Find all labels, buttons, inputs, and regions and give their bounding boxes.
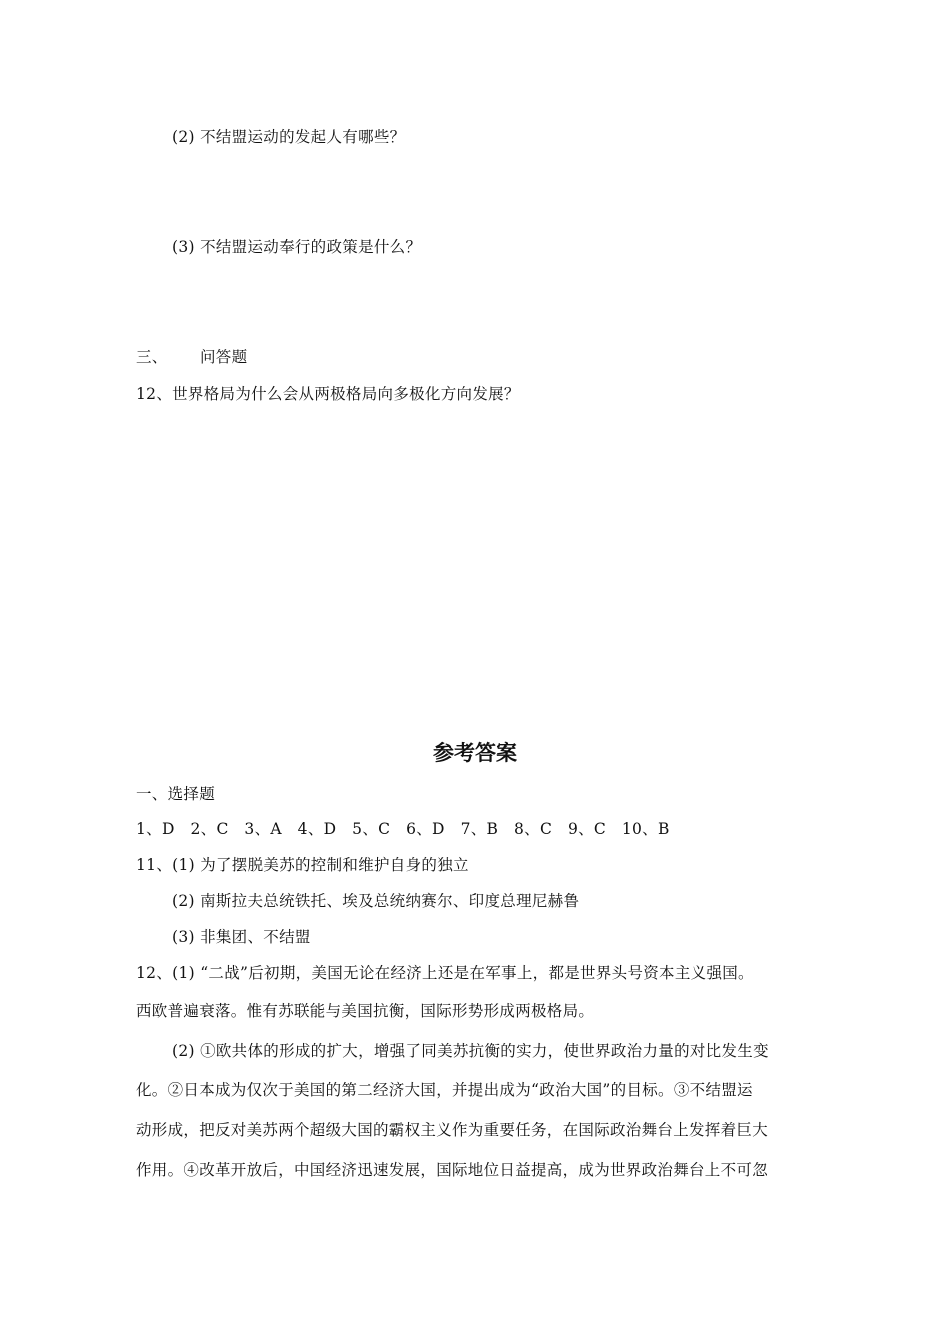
question-11-3: (3) 不结盟运动奉行的政策是什么？ [172, 238, 422, 256]
section-3-heading [136, 346, 247, 368]
section-3-title: 问答题 [200, 348, 248, 366]
answers-multiple-choice: 1、D 2、C 3、A 4、D 5、C 6、D 7、B 8、C 9、C 10、B [136, 820, 670, 838]
answers-title: 参考答案 [433, 741, 517, 765]
answer-11-1: 11、(1) 为了摆脱美苏的控制和维护自身的独立 [136, 856, 469, 874]
answer-12-2-line-1: (2) ①欧共体的形成的扩大，增强了同美苏抗衡的实力，使世界政治力量的对比发生变 [172, 1042, 769, 1060]
question-12: 12、世界格局为什么会从两极格局向多极化方向发展？ [136, 385, 520, 403]
answers-section-1: 一、选择题 [136, 785, 216, 803]
question-11-2: (2) 不结盟运动的发起人有哪些？ [172, 128, 406, 146]
answer-12-2-line-3: 动形成，把反对美苏两个超级大国的霸权主义作为重要任务，在国际政治舞台上发挥着巨大 [136, 1121, 769, 1139]
answer-12-1-line-1: 12、(1) “二战”后初期，美国无论在经济上还是在军事上，都是世界头号资本主义强国。 [136, 964, 754, 982]
answer-11-2: (2) 南斯拉夫总统铁托、埃及总统纳赛尔、印度总理尼赫鲁 [172, 892, 580, 910]
answer-11-3: (3) 非集团、不结盟 [172, 928, 311, 946]
section-3-number: 三、 [136, 348, 168, 366]
answer-12-2-line-2: 化。②日本成为仅次于美国的第二经济大国，并提出成为“政治大国”的目标。③不结盟运 [136, 1081, 753, 1099]
answer-12-1-line-2: 西欧普遍衰落。惟有苏联能与美国抗衡，国际形势形成两极格局。 [136, 1002, 595, 1020]
answer-12-2-line-4: 作用。④改革开放后，中国经济迅速发展，国际地位日益提高，成为世界政治舞台上不可忽 [136, 1161, 769, 1179]
